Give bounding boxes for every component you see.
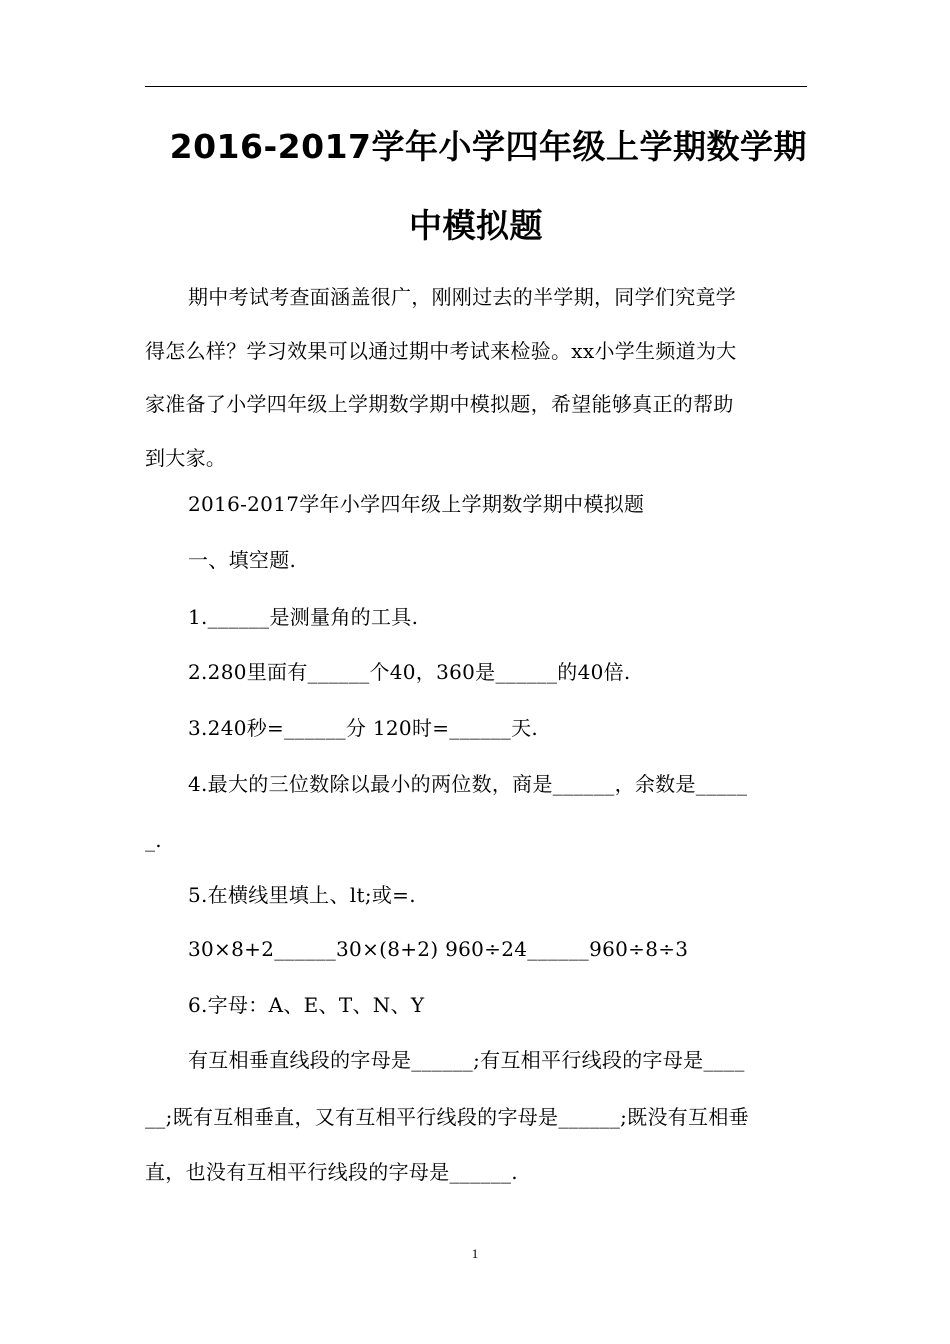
- question-6-line-2: __;既有互相垂直，又有互相平行线段的字母是______;既没有互相垂: [145, 1105, 749, 1129]
- question-4-line-2: _.: [145, 828, 162, 852]
- question-4-line-1: 4.最大的三位数除以最小的两位数，商是______，余数是_____: [188, 772, 748, 796]
- question-6-line-1: 有互相垂直线段的字母是______;有互相平行线段的字母是____: [188, 1048, 745, 1072]
- subtitle: 2016-2017学年小学四年级上学期数学期中模拟题: [188, 492, 645, 516]
- document-title-line-2: 中模拟题: [409, 206, 543, 245]
- header-rule: [145, 86, 807, 87]
- section-heading: 一、填空题.: [188, 548, 297, 572]
- question-5-expression: 30×8+2______30×(8+2) 960÷24______960÷8÷3: [188, 937, 689, 961]
- question-2: 2.280里面有______个40，360是______的40倍.: [188, 660, 631, 684]
- intro-line-4: 到大家。: [145, 446, 227, 470]
- intro-line-3: 家准备了小学四年级上学期数学期中模拟题，希望能够真正的帮助: [145, 392, 734, 416]
- question-5: 5.在横线里填上、lt;或=.: [188, 883, 416, 907]
- document-title-line-1: 2016-2017学年小学四年级上学期数学期: [169, 127, 807, 166]
- question-6-line-3: 直，也没有互相平行线段的字母是______.: [145, 1160, 518, 1184]
- intro-line-2: 得怎么样？学习效果可以通过期中考试来检验。xx小学生频道为大: [145, 339, 737, 363]
- question-1: 1.______是测量角的工具.: [188, 605, 419, 629]
- question-6: 6.字母：A、E、T、N、Y: [188, 993, 425, 1017]
- intro-line-1: 期中考试考查面涵盖很广，刚刚过去的半学期，同学们究竟学: [188, 285, 737, 309]
- question-3: 3.240秒=______分 120时=______天.: [188, 716, 539, 740]
- page-number: 1: [471, 1246, 479, 1261]
